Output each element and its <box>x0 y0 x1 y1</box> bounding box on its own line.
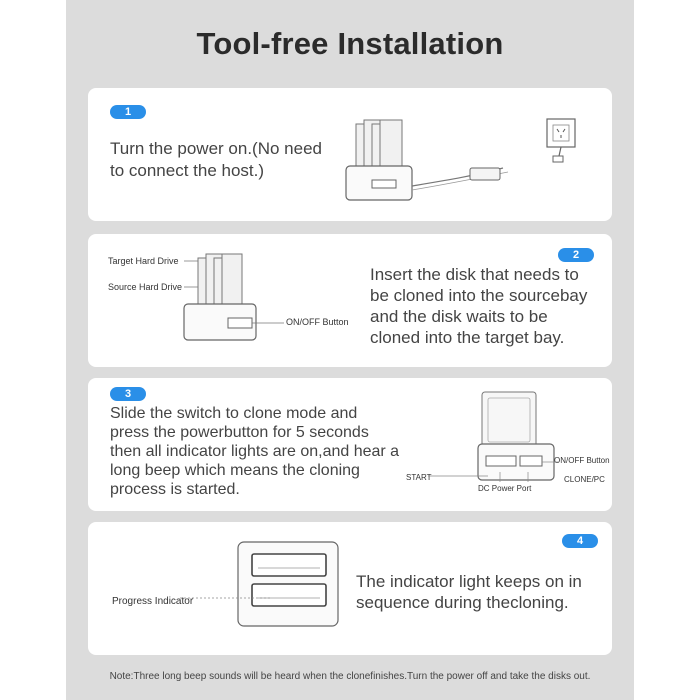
callout-lines <box>428 458 568 488</box>
onoff-button-label: ON/OFF Button <box>554 456 610 465</box>
step-4-text: The indicator light keeps on in sequence during thecloning. <box>356 572 582 612</box>
step-3-badge: 3 <box>110 387 146 401</box>
footer-note: Note:Three long beep sounds will be heard when the clonefinishes.Turn the power off and take the disks out. <box>109 671 591 682</box>
docking-station-icon <box>184 248 294 348</box>
source-hard-drive-label: Source Hard Drive <box>108 282 183 292</box>
power-outlet-icon <box>544 116 594 176</box>
step-4-badge: 4 <box>562 534 598 548</box>
onoff-button-label: ON/OFF Button <box>286 317 349 327</box>
step-3-text: Slide the switch to clone mode and press the powerbutton for 5 seconds then all indicator lights are on,and hear a long beep which means the cloning process is started. <box>110 405 400 498</box>
step-1-text: Turn the power on.(No need to connect the host.) <box>110 139 322 180</box>
clone-pc-label: CLONE/PC <box>564 475 605 484</box>
infographic-page <box>66 0 634 700</box>
dc-power-port-label: DC Power Port <box>478 484 532 493</box>
step-1-card <box>88 88 612 221</box>
docking-station-top-view-icon <box>236 540 346 630</box>
step-1-badge: 1 <box>110 105 146 119</box>
docking-station-icon <box>338 108 528 218</box>
step-3-card <box>88 378 612 511</box>
start-label: START <box>406 473 432 482</box>
step-2-badge: 2 <box>558 248 594 262</box>
page-title: Tool-free Installation <box>196 26 504 61</box>
step-2-text: Insert the disk that needs to be cloned into the sourcebay and the disk waits to be cloned into the target bay. <box>370 265 588 347</box>
power-adapter-icon <box>468 166 508 186</box>
step-4-card <box>88 522 612 655</box>
target-hard-drive-label: Target Hard Drive <box>108 256 179 266</box>
step-2-card <box>88 234 612 367</box>
progress-indicator-label: Progress Indicator <box>112 596 194 607</box>
